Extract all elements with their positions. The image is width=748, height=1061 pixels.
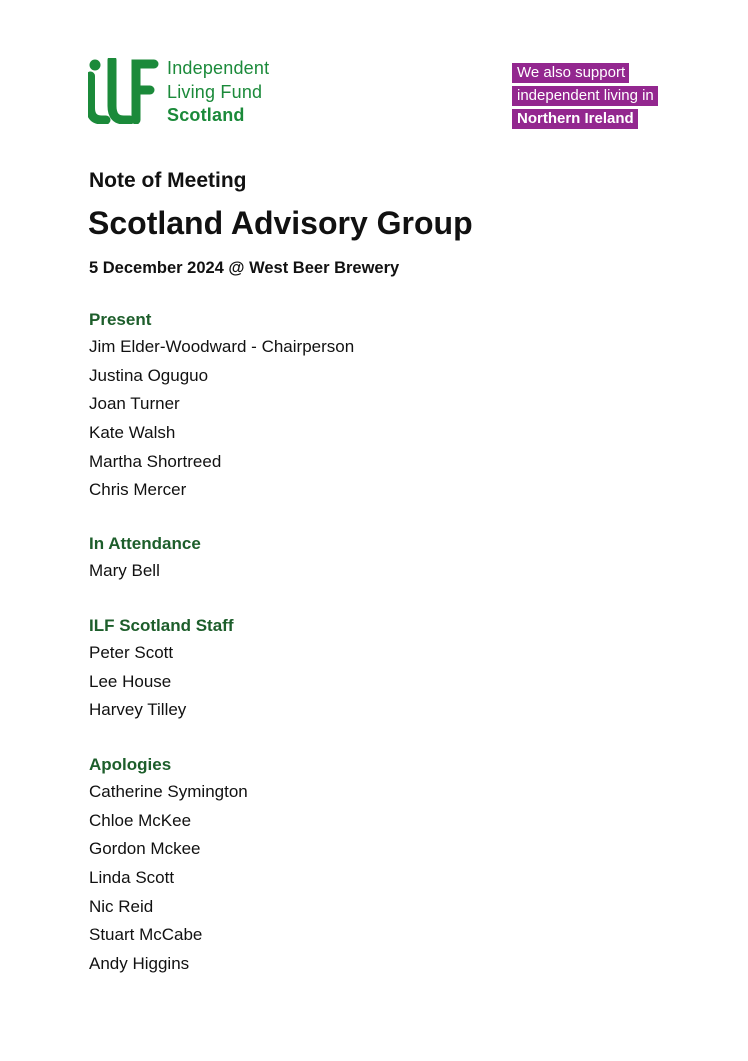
list-item: Gordon Mckee <box>89 839 201 859</box>
section-heading: Apologies <box>89 755 172 774</box>
section-heading: ILF Scotland Staff <box>89 616 234 635</box>
list-item: Justina Oguguo <box>89 365 209 385</box>
list-item: Stuart McCabe <box>89 925 203 945</box>
page-title: Scotland Advisory Group <box>88 205 473 241</box>
list-item: Peter Scott <box>89 643 174 662</box>
apologies-section <box>89 752 248 980</box>
present-section <box>89 307 354 506</box>
meeting-date-line: 5 December 2024 @ West Beer Brewery <box>89 259 400 277</box>
ni-badge-line-3: Northern Ireland <box>512 109 638 129</box>
list-item: Martha Shortreed <box>89 451 222 471</box>
logo-wordmark <box>167 57 269 128</box>
section-heading: Present <box>89 310 152 329</box>
list-item: Catherine Symington <box>89 782 248 801</box>
list-item: Chloe McKee <box>89 810 192 830</box>
ilf-scotland-logo <box>88 56 308 126</box>
staff-section <box>89 613 234 726</box>
section-heading: In Attendance <box>89 534 201 553</box>
list-item: Chris Mercer <box>89 480 187 500</box>
logo-line-1: Independent <box>167 58 270 78</box>
northern-ireland-badge <box>512 63 658 132</box>
note-of-meeting-label: Note of Meeting <box>89 169 247 192</box>
list-item: Lee House <box>89 671 172 691</box>
list-item: Joan Turner <box>89 394 180 414</box>
list-item: Mary Bell <box>89 561 160 580</box>
list-item: Nic Reid <box>89 896 154 916</box>
ni-badge-line-2: independent living in <box>512 86 658 106</box>
list-item: Harvey Tilley <box>89 700 187 720</box>
ilf-logo-mark-icon <box>88 58 160 124</box>
list-item: Linda Scott <box>89 868 175 888</box>
list-item: Andy Higgins <box>89 954 190 974</box>
list-item: Kate Walsh <box>89 423 176 443</box>
ni-badge-line-1: We also support <box>512 63 629 83</box>
list-item: Jim Elder-Woodward - Chairperson <box>89 337 355 356</box>
logo-line-3: Scotland <box>167 105 245 125</box>
logo-line-2: Living Fund <box>167 81 263 102</box>
in-attendance-section <box>89 531 201 587</box>
